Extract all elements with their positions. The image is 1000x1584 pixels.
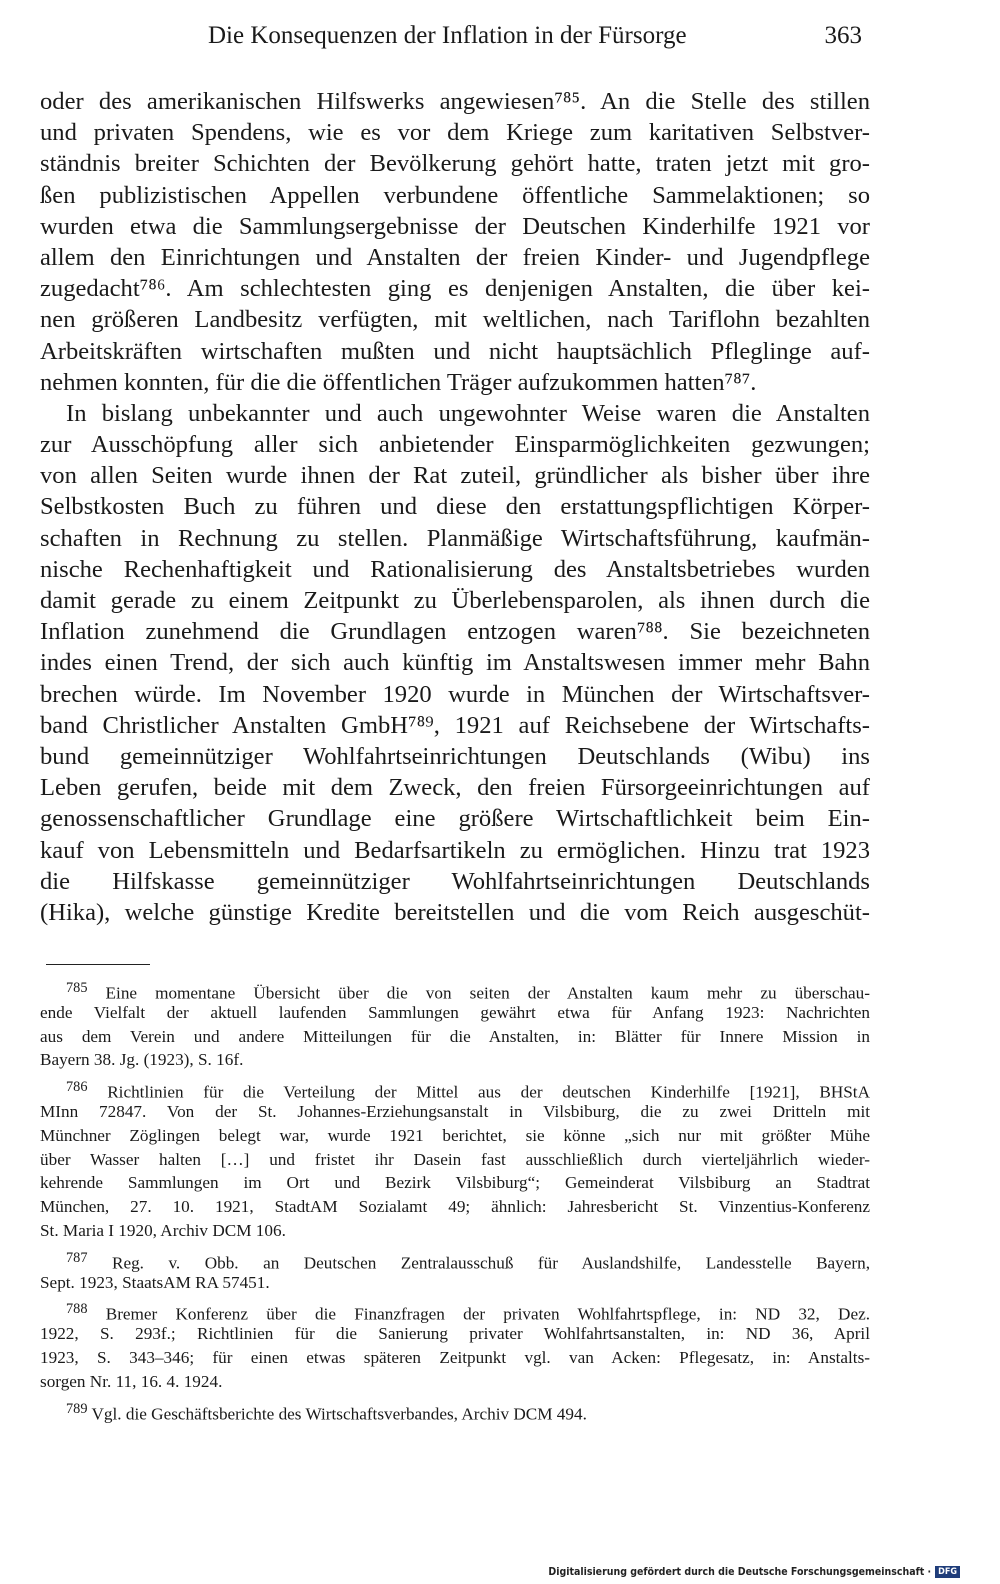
text-line: bund gemeinnütziger Wohlfahrtseinrichtungen Deutschlands (Wibu) ins <box>40 742 870 770</box>
footnote-number: 785 <box>66 980 88 996</box>
footnote <box>40 977 870 1072</box>
text-line: allem den Einrichtungen und Anstalten der freien Kinder- und Jugendpflege <box>40 243 870 271</box>
digitization-credit <box>548 1566 960 1578</box>
footnote <box>40 1076 870 1243</box>
text-line: band Christlicher Anstalten GmbH⁷⁸⁹, 1921 auf Reichsebene der Wirtschafts- <box>40 711 870 739</box>
text-line: zugedacht⁷⁸⁶. Am schlechtesten ging es denjenigen Anstalten, die über kei- <box>40 275 870 303</box>
footnote <box>40 1398 870 1422</box>
text-line: nische Rechenhaftigkeit und Rationalisierung des Anstaltsbetriebes wurden <box>40 555 870 583</box>
footnote-line: 1923, S. 343–346; für einen etwas späteren Zeitpunkt vgl. van Acken: Pflegesatz, in: Anstalts- <box>40 1347 870 1367</box>
footnote-line: Sept. 1923, StaatsAM RA 57451. <box>40 1272 270 1292</box>
footnote-line: ende Vielfalt der aktuell laufenden Sammlungen gewährt etwa für Anfang 1923: Nachrichten <box>40 1002 870 1022</box>
footnote-line: St. Maria I 1920, Archiv DCM 106. <box>40 1220 286 1240</box>
text-line: Selbstkosten Buch zu führen und diese den erstattungspflichtigen Körper- <box>40 493 870 521</box>
text-line: zur Ausschöpfung aller sich anbietender Einsparmöglichkeiten gezwungen; <box>40 431 870 459</box>
footnote <box>40 1298 870 1393</box>
text-line: ständnis breiter Schichten der Bevölkerung gehört hatte, traten jetzt mit gro- <box>40 150 870 178</box>
footnote-line: $^{789}$ Vgl. die Geschäftsberichte des Wirtschaftsverbandes, Archiv DCM 494. <box>66 1400 587 1424</box>
footnote-number: 789 <box>66 1400 88 1417</box>
footnote-line: Bayern 38. Jg. (1923), S. 16f. <box>40 1050 244 1070</box>
footnote-line: $^{788}$ Bremer Konferenz über die Finanzfragen der privaten Wohlfahrtspflege, in: ND 32, Dez. <box>66 1301 871 1325</box>
text-line: genossenschaftlicher Grundlage eine größere Wirtschaftlichkeit beim Ein- <box>40 805 870 833</box>
running-header <box>40 22 870 58</box>
footnote-line: 1922, S. 293f.; Richtlinien für die Sanierung privater Wohlfahrtsanstalten, in: ND 36, April <box>40 1324 870 1344</box>
footnote-number: 786 <box>66 1079 88 1096</box>
footnote-line: MInn 72847. Von der St. Johannes-Erziehungsanstalt in Vilsbiburg, die zu zwei Dritteln mit <box>40 1101 870 1121</box>
footnote-line: über Wasser halten […] und fristet ihr Dasein fast ausschließlich durch vierteljährlich wieder- <box>40 1149 870 1169</box>
text-line: damit gerade zu einem Zeitpunkt zu Überlebensparolen, als ihnen durch die <box>40 587 870 614</box>
footnote-number: 787 <box>66 1249 88 1266</box>
text-line: und privaten Spendens, wie es vor dem Kriege zum karitativen Selbstver- <box>40 119 870 147</box>
text-line: kauf von Lebensmitteln und Bedarfsartikeln zu ermöglichen. Hinzu trat 1923 <box>40 836 870 864</box>
footnote-line: $^{786}$ Richtlinien für die Verteilung der Mittel aus der deutschen Kinderhilfe [1921], BHStA <box>66 1079 870 1102</box>
text-line: ßen publizistischen Appellen verbundene öffentliche Sammelaktionen; so <box>40 181 870 209</box>
footnote-line: kehrende Sammlungen im Ort und Bezirk Vilsbiburg“; Gemeinderat Vilsbiburg an Stadtrat <box>40 1173 870 1193</box>
text-line: Arbeitskräften wirtschaften mußten und nicht hauptsächlich Pfleglinge auf- <box>40 337 870 365</box>
text-line: oder des amerikanischen Hilfswerks angewiesen⁷⁸⁵. An die Stelle des stillen <box>40 88 870 115</box>
text-line: nen größeren Landbesitz verfügten, mit weltlichen, nach Tariflohn bezahlten <box>40 306 870 334</box>
text-line: In bislang unbekannter und auch ungewohnter Weise waren die Anstalten <box>66 399 870 427</box>
text-line: nehmen konnten, für die die öffentlichen Träger aufzukommen hatten⁷⁸⁷. <box>40 368 757 396</box>
text-line: brechen würde. Im November 1920 wurde in München der Wirtschaftsver- <box>40 680 870 708</box>
text-line: von allen Seiten wurde ihnen der Rat zuteil, gründlicher als bisher über ihre <box>40 462 870 490</box>
running-title: Die Konsequenzen der Inflation in der Fürsorge <box>208 22 687 49</box>
footnote-line: $^{787}$ Reg. v. Obb. an Deutschen Zentralausschuß für Auslandshilfe, Landesstelle Bayern, <box>66 1249 871 1273</box>
footnote-line: $^{785}$ Eine momentane Übersicht über die von seiten der Anstalten kaum mehr zu überschau- <box>66 980 870 1003</box>
text-line: die Hilfskasse gemeinnütziger Wohlfahrtseinrichtungen Deutschlands <box>40 867 870 895</box>
footnote-line: München, 27. 10. 1921, StadtAM Sozialamt 49; ähnlich: Jahresbericht St. Vinzentius-Konferenz <box>40 1197 870 1217</box>
footnote-line: sorgen Nr. 11, 16. 4. 1924. <box>40 1371 223 1391</box>
text-line: wurden etwa die Sammlungsergebnisse der Deutschen Kinderhilfe 1921 vor <box>40 212 870 240</box>
main-text <box>40 86 870 928</box>
text-line: schaften in Rechnung zu stellen. Planmäßige Wirtschaftsführung, kaufmän- <box>40 524 870 552</box>
text-line: (Hika), welche günstige Kredite bereitstellen und die vom Reich ausgeschüt- <box>40 898 870 926</box>
footnote <box>40 1247 870 1295</box>
footnote-line: Münchner Zöglingen belegt war, wurde 1921 berichtet, sie könne „sich nur mit größter Mühe <box>40 1125 870 1145</box>
footnote-line: aus dem Verein und andere Mitteilungen für die Anstalten, in: Blätter für Innere Mission in <box>40 1026 870 1046</box>
dfg-logo: DFG <box>935 1566 960 1578</box>
credit-text: Digitalisierung gefördert durch die Deutsche Forschungsgemeinschaft · <box>548 1566 932 1578</box>
footnote-separator <box>46 964 150 965</box>
page-number: 363 <box>824 22 862 49</box>
text-line: indes einen Trend, der sich auch künftig im Anstaltswesen immer mehr Bahn <box>40 649 870 677</box>
text-line: Inflation zunehmend die Grundlagen entzogen waren⁷⁸⁸. Sie bezeichneten <box>40 618 870 646</box>
footnote-number: 788 <box>66 1301 88 1318</box>
footnotes <box>40 977 871 1424</box>
text-line: Leben gerufen, beide mit dem Zweck, den freien Fürsorgeeinrichtungen auf <box>40 774 870 802</box>
